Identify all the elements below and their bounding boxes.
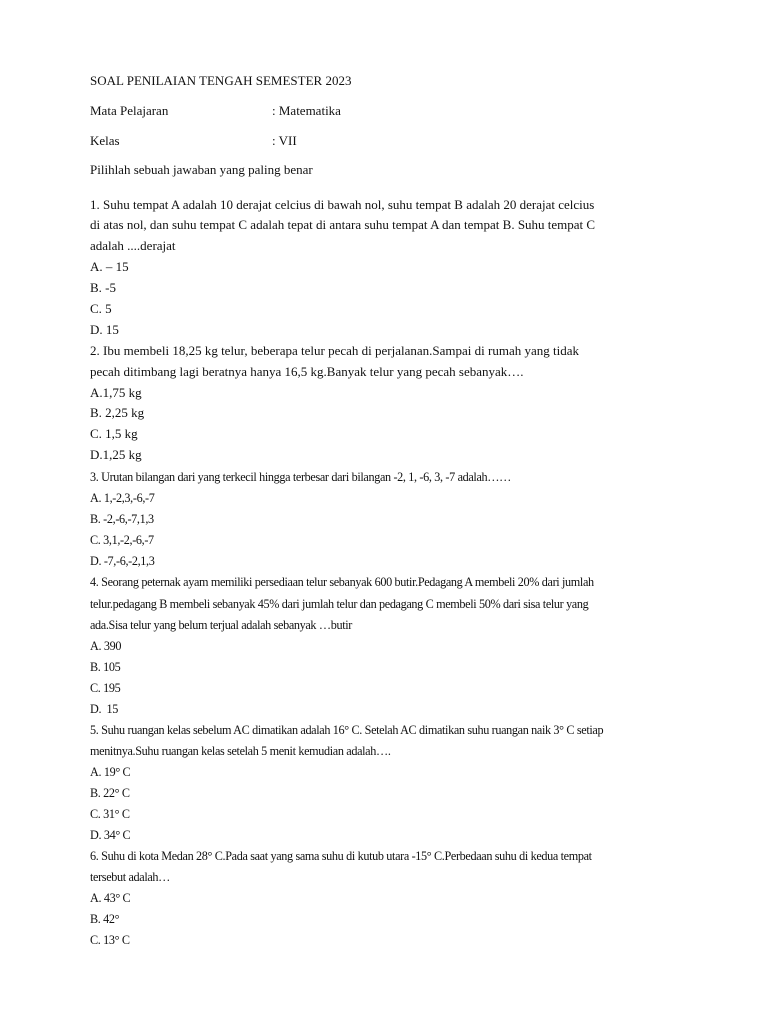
class-row — [90, 133, 690, 149]
question-text-line: adalah ....derajat — [90, 238, 176, 253]
answer-option: C. 195 — [90, 681, 121, 695]
class-label: Kelas — [90, 133, 120, 148]
answer-option: A. 390 — [90, 639, 122, 653]
question-text-line: 3. Urutan bilangan dari yang terkecil hingga terbesar dari bilangan -2, 1, -6, 3, -7 adalah…… — [90, 470, 511, 484]
document-title: SOAL PENILAIAN TENGAH SEMESTER 2023 — [90, 73, 352, 88]
answer-option: C. 13° C — [90, 933, 130, 947]
answer-option: D. 15 — [90, 322, 119, 337]
question-text-line: 5. Suhu ruangan kelas sebelum AC dimatikan adalah 16° C. Setelah AC dimatikan suhu ruangan naik 3° C setiap — [90, 723, 604, 737]
subject-value: : Matematika — [272, 103, 341, 118]
question-text-line: menitnya.Suhu ruangan kelas setelah 5 menit kemudian adalah…. — [90, 744, 391, 758]
question-text-line: ada.Sisa telur yang belum terjual adalah sebanyak …butir — [90, 618, 352, 632]
question-text-line: 2. Ibu membeli 18,25 kg telur, beberapa telur pecah di perjalanan.Sampai di rumah yang tidak — [90, 343, 579, 358]
answer-option: B. 42° — [90, 912, 120, 926]
answer-option: A. – 15 — [90, 259, 129, 274]
question-text-line: 1. Suhu tempat A adalah 10 derajat celcius di bawah nol, suhu tempat B adalah 20 derajat celcius — [90, 197, 595, 212]
answer-option: B. -2,-6,-7,1,3 — [90, 512, 154, 526]
answer-option: C. 5 — [90, 301, 112, 316]
answer-option: D.1,25 kg — [90, 447, 142, 462]
answer-option: C. 1,5 kg — [90, 426, 138, 441]
answer-option: B. 22° C — [90, 786, 130, 800]
answer-option: D. 15 — [90, 702, 119, 716]
answer-option: B. -5 — [90, 280, 116, 295]
question-text-line: di atas nol, dan suhu tempat C adalah tepat di antara suhu tempat A dan tempat B. Suhu tempat C — [90, 217, 596, 232]
answer-option: A.1,75 kg — [90, 385, 142, 400]
answer-option: A. 1,-2,3,-6,-7 — [90, 491, 155, 505]
answer-option: D. -7,-6,-2,1,3 — [90, 554, 155, 568]
question-text-line: telur.pedagang B membeli sebanyak 45% dari jumlah telur dan pedagang C membeli 50% dari sisa telur yang — [90, 597, 589, 611]
question-text-line: tersebut adalah… — [90, 870, 171, 884]
answer-option: C. 31° C — [90, 807, 130, 821]
answer-option: C. 3,1,-2,-6,-7 — [90, 533, 154, 547]
class-value: : VII — [272, 133, 297, 148]
answer-option: D. 34° C — [90, 828, 131, 842]
question-text-line: 4. Seorang peternak ayam memiliki persediaan telur sebanyak 600 butir.Pedagang A membeli 20% dari jumlah — [90, 575, 594, 589]
instruction-text: Pilihlah sebuah jawaban yang paling benar — [90, 162, 313, 177]
answer-option: A. 19° C — [90, 765, 131, 779]
answer-option: B. 105 — [90, 660, 121, 674]
subject-label: Mata Pelajaran — [90, 103, 169, 118]
answer-option: B. 2,25 kg — [90, 405, 145, 420]
subject-row — [90, 103, 690, 119]
question-text-line: 6. Suhu di kota Medan 28° C.Pada saat yang sama suhu di kutub utara -15° C.Perbedaan suhu di kedua tempat — [90, 849, 592, 863]
question-text-line: pecah ditimbang lagi beratnya hanya 16,5 kg.Banyak telur yang pecah sebanyak…. — [90, 364, 524, 379]
answer-option: A. 43° C — [90, 891, 131, 905]
